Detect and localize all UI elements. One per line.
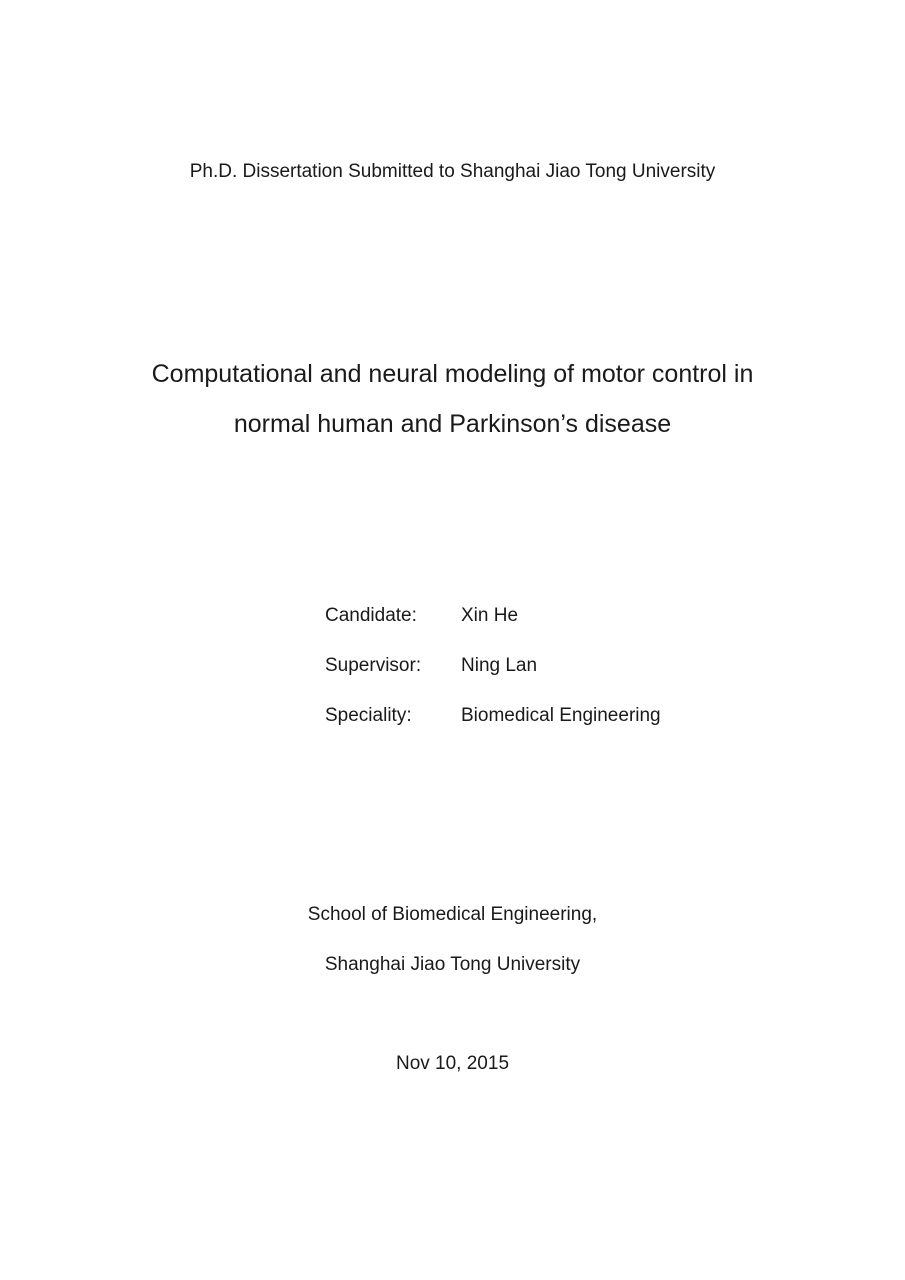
school-line-2: Shanghai Jiao Tong University xyxy=(324,954,581,975)
candidate-value: Xin He xyxy=(461,605,519,626)
submission-statement: Ph.D. Dissertation Submitted to Shanghai Jiao Tong University xyxy=(189,161,716,182)
school-line-1: School of Biomedical Engineering, xyxy=(307,904,598,925)
title-line-2: normal human and Parkinson’s disease xyxy=(233,410,672,438)
supervisor-label: Supervisor: xyxy=(325,655,422,676)
info-row-candidate xyxy=(325,603,661,653)
supervisor-value: Ning Lan xyxy=(461,655,538,676)
school-affiliation xyxy=(0,902,905,1002)
speciality-value: Biomedical Engineering xyxy=(461,705,661,726)
info-row-speciality xyxy=(325,703,661,753)
candidate-label: Candidate: xyxy=(325,605,417,626)
author-info xyxy=(325,603,661,753)
dissertation-title xyxy=(60,349,845,449)
title-line-1: Computational and neural modeling of motor control in xyxy=(151,360,754,388)
submission-date: Nov 10, 2015 xyxy=(395,1053,510,1074)
speciality-label: Speciality: xyxy=(325,705,412,726)
info-row-supervisor xyxy=(325,653,661,703)
